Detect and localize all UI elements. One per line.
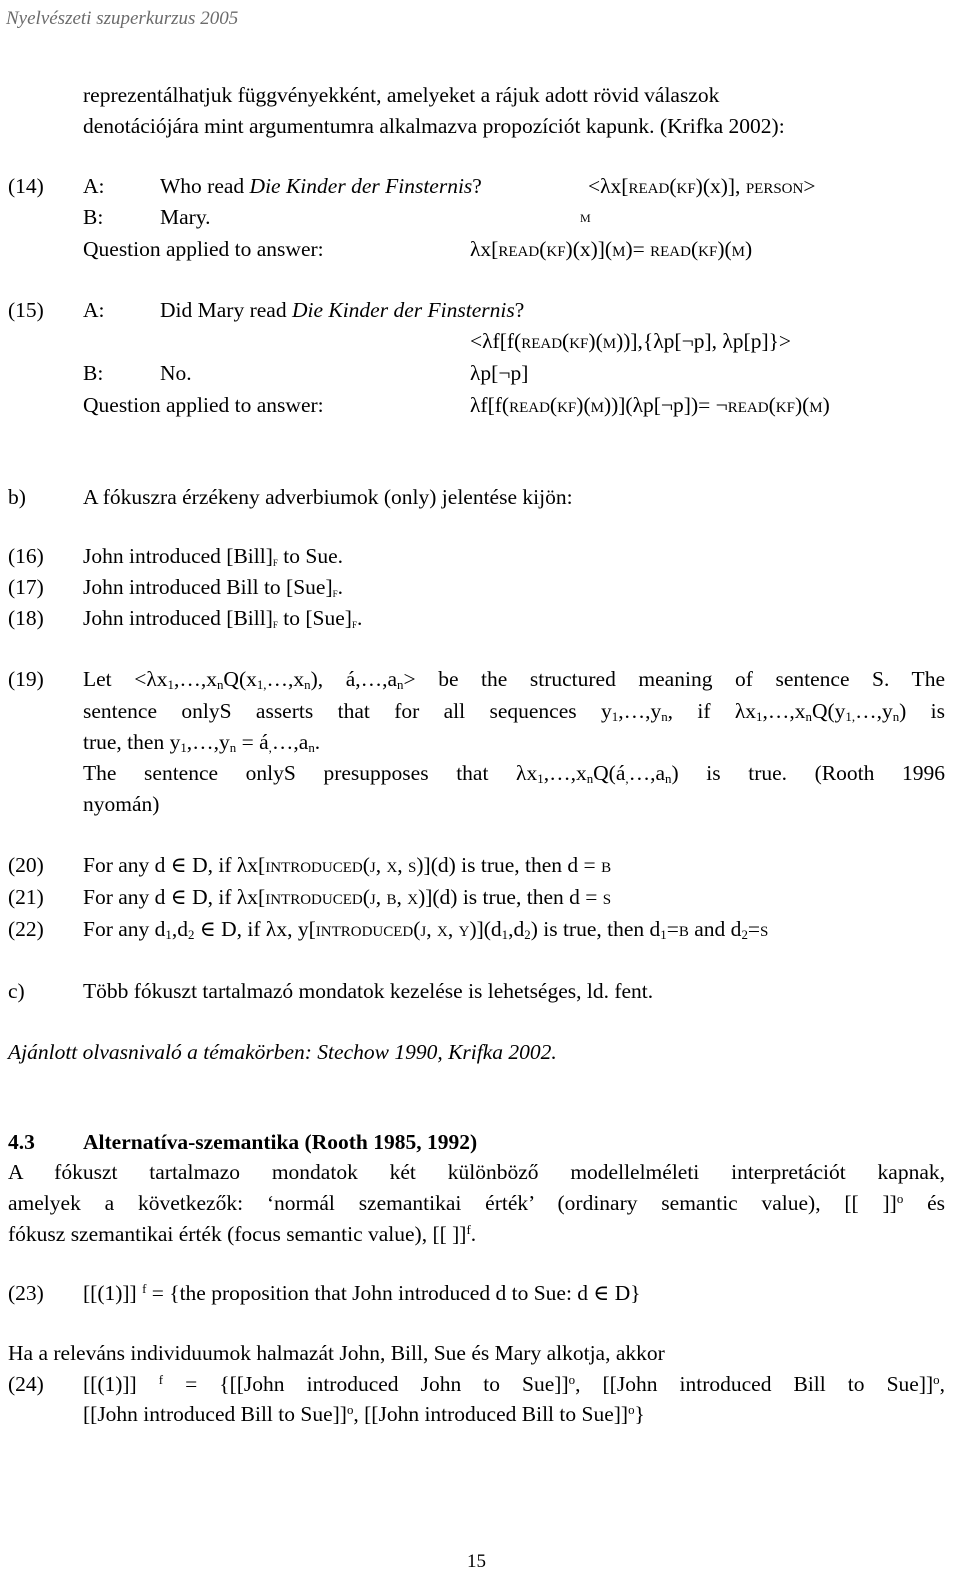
ex14-b-label: B: (83, 205, 104, 229)
ex20-number: (20) (8, 853, 44, 877)
section-c-text: Több fókuszt tartalmazó mondatok kezelése is lehetséges, ld. fent. (83, 979, 654, 1003)
ex15-b-answer: No. (160, 361, 192, 385)
intro-line-1: reprezentálhatjuk függvényekként, amelyeket a rájuk adott rövid válaszok (83, 83, 720, 107)
ex24-line-2: [[John introduced Bill to Sue]]$^o$, [[John introduced Bill to Sue]]$^o$} (83, 1402, 645, 1426)
ex17-number: (17) (8, 575, 44, 599)
ex14-number: (14) (8, 174, 44, 198)
ex15-a-label: A: (83, 298, 105, 322)
intro-line-2: denotációjára mint argumentumra alkalmazva propozíciót kapunk. (Krifka 2002): (83, 114, 785, 138)
ex15-qa-formula: λf[f(read(kf)(m))](λp[¬p])= ¬read(kf)(m) (470, 393, 830, 417)
ex19-line-3: true, then $y_1,\dots,y_n$ = $á_,\dots,a_n$. (83, 730, 321, 755)
section-4-3-number: 4.3 (8, 1130, 35, 1154)
section-b-label: b) (8, 485, 26, 509)
ex15-b-label: B: (83, 361, 104, 385)
ex24-number: (24) (8, 1372, 44, 1396)
ex15-number: (15) (8, 298, 44, 322)
running-header: Nyelvészeti szuperkurzus 2005 (6, 8, 239, 29)
ex20-text: For any d ∈ D, if λx[introduced(j, x, s)](d) is true, then d = b (83, 853, 612, 877)
ex15-qa-label: Question applied to answer: (83, 393, 324, 417)
ex14-a-formula: <λx[read(kf)(x)], person> (588, 174, 816, 198)
individuals-sentence: Ha a releváns individuumok halmazát John, Bill, Sue és Mary alkotja, akkor (8, 1341, 665, 1365)
ex14-b-formula: m (580, 207, 591, 226)
section-4-3-line-1: A fókuszt tartalmazo mondatok két különböző modellelméleti interpretációt kapnak, (8, 1160, 945, 1184)
ex14-a-label: A: (83, 174, 105, 198)
ex19-line-2: sentence onlyS asserts that for all sequences $y_1,\dots,y_n$, if $\lambda x_1,\dots,x_nQ(y_{1,}\dots,y_n)$ is (83, 699, 945, 724)
ex19-line-1: Let $<\lambda x_1,\dots,x_nQ(x_{1,}\dots,x_n)$, $á,\dots,a_n>$ be the structured meaning of sentence S. The (83, 667, 945, 692)
section-4-3-line-2: amelyek a következők: ‘normál szemantikai érték’ (ordinary semantic value), [[ ]]$^o$ és (8, 1191, 945, 1215)
ex21-text: For any d ∈ D, if λx[introduced(j, b, x)](d) is true, then d = s (83, 885, 612, 909)
ex17-text: John introduced Bill to $[Sue]_f$. (83, 575, 344, 600)
ex18-text: John introduced $[Bill]_f$ to $[Sue]_f$. (83, 606, 363, 631)
section-4-3-title: Alternatíva-szemantika (Rooth 1985, 1992) (83, 1130, 478, 1154)
section-4-3-line-3: fókusz szemantikai érték (focus semantic value), [[ ]]$^f$. (8, 1222, 477, 1246)
ex22-number: (22) (8, 917, 44, 941)
ex15-b-formula: λp[¬p] (470, 361, 529, 385)
ex18-number: (18) (8, 606, 44, 630)
ex21-number: (21) (8, 885, 44, 909)
ex24-line-1: [[(1)]] $^f$ = {[[John introduced John to Sue]]$^o$, [[John introduced Bill to Sue]]$^o$, (83, 1372, 945, 1396)
section-b-text: A fókuszra érzékeny adverbiumok (only) jelentése kijön: (83, 485, 573, 509)
ex23-number: (23) (8, 1281, 44, 1305)
ex23-text: [[(1)]] $^f$ = {the proposition that John introduced d to Sue: d ∈ D} (83, 1281, 641, 1305)
ex19-line-5: nyomán) (83, 792, 160, 816)
ex19-line-4: The sentence onlyS presupposes that $\lambda x_1,\dots,x_nQ(á_,\dots,a_n)$ is true. (Rooth 1996 (83, 761, 945, 786)
ex14-a-question: Who read Die Kinder der Finsternis? (160, 174, 482, 198)
ex14-qa-label: Question applied to answer: (83, 237, 324, 261)
ex15-a-question: Did Mary read Die Kinder der Finsternis? (160, 298, 525, 322)
section-c-label: c) (8, 979, 25, 1003)
ex15-a-formula: <λf[f(read(kf)(m))],{λp[¬p], λp[p]}> (470, 329, 792, 353)
ex22-text: For any $d_1,d_2$ ∈ D, if λx, y[introduced(j, x, $y)](d_1,d_2)$ is true, then $d_1=b$ and $d_2=s$ (83, 917, 769, 942)
ex19-number: (19) (8, 667, 44, 691)
ex14-b-answer: Mary. (160, 205, 211, 229)
ex14-qa-formula: λx[read(kf)(x)](m)= read(kf)(m) (470, 237, 753, 261)
ex16-number: (16) (8, 544, 44, 568)
page-number: 15 (467, 1551, 486, 1572)
recommended-reading: Ajánlott olvasnivaló a témakörben: Stechow 1990, Krifka 2002. (8, 1040, 557, 1064)
ex16-text: John introduced $[Bill]_f$ to Sue. (83, 544, 344, 569)
